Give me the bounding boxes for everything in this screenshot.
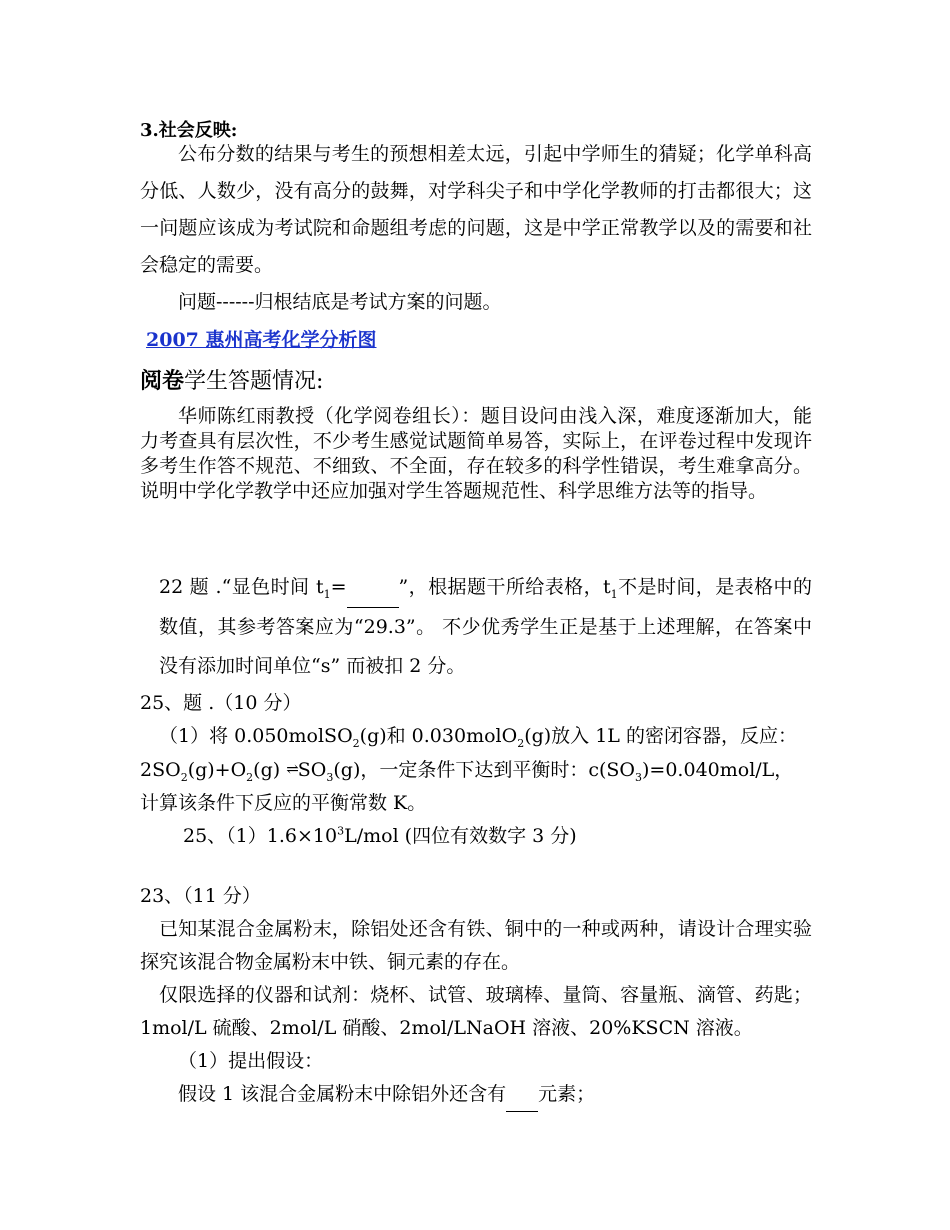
equilibrium-arrow-icon: ⇌ — [286, 760, 298, 778]
answer-blank — [347, 568, 399, 608]
question-line: $2SO_2(g)+O_2(g)$ $\rightleftharpoons SO_3(g)$，一定条件下达到平衡时：$c(SO_3)=0.040mol/L$，计算该条件下反应的平衡常数 K。 — [140, 753, 812, 820]
paragraph: 22 题 .“显色时间 $t_1=$ ”，根据题干所给表格，$t_1$不是时间，是表格中的数值，其参考答案应为“29.3”。 不少优秀学生正是基于上述理解，在答案中没有添加时间单位“s” 而被扣 2 分。 — [140, 568, 812, 686]
answer-blank — [506, 1078, 538, 1112]
review-paragraph: 华师陈红雨教授（化学阅卷组长）：题目设问由浅入深，难度逐渐加大，能力考查具有层次性，不少考生感觉试题简单易答，实际上，在评卷过程中发现许多考生作答不规范、不细致、不全面，存在较多的科学性错误，考生难拿高分。说明中学化学教学中还应加强对学生答题规范性、科学思维方法等的指导。 — [140, 405, 812, 502]
question-head: 23、（11 分） — [140, 885, 261, 907]
question-22 — [140, 568, 812, 686]
review-heading — [140, 364, 323, 395]
paragraph: 问题------归根结底是考试方案的问题。 — [178, 291, 502, 313]
question-head: 25、题 .（10 分） — [140, 692, 302, 714]
question-25 — [140, 687, 812, 853]
social-reaction-block — [140, 136, 812, 321]
section-heading: 3.社会反映: — [140, 120, 238, 141]
question-23 — [140, 880, 812, 1112]
heading-bold: 阅卷 — [140, 368, 185, 394]
paragraph: 公布分数的结果与考生的预想相差太远，引起中学师生的猜疑；化学单科高分低、人数少，没有高分的鼓舞，对学科尖子和中学化学教师的打击都很大；这一问题应该成为考试院和命题组考虑的问题，这是中学正常教学以及的需要和社会稳定的需要。 — [140, 143, 812, 276]
paragraph: 仅限选择的仪器和试剂：烧杯、试管、玻璃棒、量筒、容量瓶、滴管、药匙；1mol/L 硫酸、2mol/L 硝酸、2mol/LNaOH 溶液、20%KSCN 溶液。 — [140, 984, 812, 1039]
answer-line: 25、$(1)1.6\times 10^3L$/mol (四位有效数字 3 分) — [183, 824, 577, 847]
paragraph: 已知某混合金属粉末，除铝处还含有铁、铜中的一种或两种，请设计合理实验探究该混合物金属粉末中铁、铜元素的存在。 — [140, 918, 812, 973]
paragraph: 假设 1 该混合金属粉末中除铝外还含有 元素； — [140, 1078, 812, 1112]
analysis-chart-link[interactable]: 2007 惠州高考化学分析图 — [146, 329, 377, 351]
heading-rest: 学生答题情况: — [184, 369, 324, 394]
question-line: （1）将 0.050molSO$_2$(g)和 0.030molO$_2$(g)放入 1L 的密闭容器，反应： — [159, 725, 797, 750]
paragraph: （1）提出假设： — [178, 1050, 324, 1072]
